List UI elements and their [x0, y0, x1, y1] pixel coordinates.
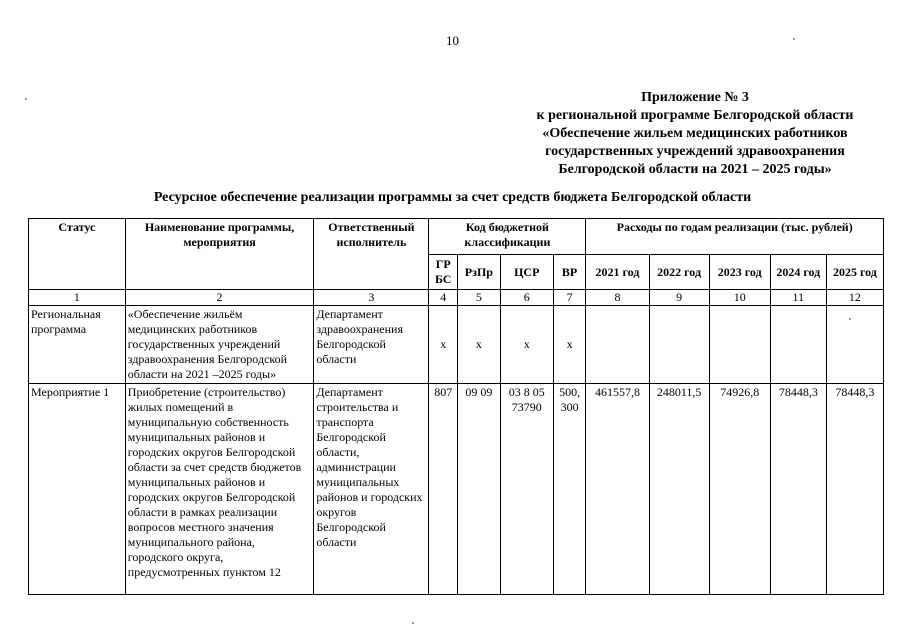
header-budget-code: Код бюджетной классификации [429, 219, 586, 255]
column-number: 5 [457, 290, 500, 306]
row-csr: 03 8 05 73790 [500, 384, 553, 595]
document-title: Ресурсное обеспечение реализации программы за счет средств бюджета Белгородской области [153, 190, 752, 205]
row-2022 [649, 306, 709, 384]
scan-speck [412, 622, 414, 624]
header-grbs: ГР БС [429, 255, 458, 290]
row-2025 [826, 306, 883, 384]
scan-speck [849, 318, 851, 320]
column-number: 4 [429, 290, 458, 306]
row-2024 [770, 306, 826, 384]
row-vr: 500, 300 [553, 384, 586, 595]
row-grbs: х [429, 306, 458, 384]
header-2024: 2024 год [770, 255, 826, 290]
column-number-row [29, 290, 884, 306]
row-2023 [709, 306, 770, 384]
header-vr: ВР [553, 255, 586, 290]
column-number: 1 [29, 290, 126, 306]
row-rzpr: х [457, 306, 500, 384]
column-number: 8 [586, 290, 649, 306]
column-number: 6 [500, 290, 553, 306]
appendix-line: к региональной программе Белгородской области [536, 108, 854, 123]
appendix-line: государственных учреждений здравоохранения [545, 144, 845, 159]
row-grbs: 807 [429, 384, 458, 595]
header-2023: 2023 год [709, 255, 770, 290]
row-executor: Департамент здравоохранения Белгородской области [314, 306, 429, 384]
column-number: 12 [826, 290, 883, 306]
row-name: «Обеспечение жильём медицинских работников государственных учреждений здравоохранения Белгородской области на 2021 –2025 годы» [125, 306, 314, 384]
header-name: Наименование программы, мероприятия [125, 219, 314, 290]
row-2024: 78448,3 [770, 384, 826, 595]
table-row [29, 384, 884, 595]
scan-speck [793, 38, 795, 40]
appendix-line: Приложение № 3 [641, 90, 749, 105]
column-number: 3 [314, 290, 429, 306]
row-rzpr: 09 09 [457, 384, 500, 595]
scan-speck [25, 98, 27, 100]
row-status: Региональная программа [29, 306, 126, 384]
page-number: 10 [446, 33, 459, 48]
row-vr: х [553, 306, 586, 384]
header-rzpr: РзПр [457, 255, 500, 290]
header-row [29, 219, 884, 255]
row-2021 [586, 306, 649, 384]
row-2022: 248011,5 [649, 384, 709, 595]
row-2023: 74926,8 [709, 384, 770, 595]
row-2021: 461557,8 [586, 384, 649, 595]
table-row [29, 306, 884, 384]
appendix-header [480, 89, 905, 179]
row-2025: 78448,3 [826, 384, 883, 595]
column-number: 2 [125, 290, 314, 306]
header-2022: 2022 год [649, 255, 709, 290]
header-2021: 2021 год [586, 255, 649, 290]
header-csr: ЦСР [500, 255, 553, 290]
row-executor: Департамент строительства и транспорта Белгородской области, администрации муниципальных районов и городских округов Белгородской области [314, 384, 429, 595]
resource-table [28, 218, 884, 595]
appendix-line: Белгородской области на 2021 – 2025 годы» [558, 162, 832, 177]
header-2025: 2025 год [826, 255, 883, 290]
appendix-line: «Обеспечение жильем медицинских работников [542, 126, 848, 141]
column-number: 7 [553, 290, 586, 306]
header-executor: Ответственный исполнитель [314, 219, 429, 290]
column-number: 10 [709, 290, 770, 306]
column-number: 9 [649, 290, 709, 306]
header-status: Статус [29, 219, 126, 290]
header-expenses: Расходы по годам реализации (тыс. рублей) [586, 219, 884, 255]
row-status: Мероприятие 1 [29, 384, 126, 595]
row-name: Приобретение (строительство) жилых помещений в муниципальную собственность муниципальных районов и городских округов Белгородской области за счет средств бюджетов муниципальных районов и городских округов Белгородской области в рамках реализации вопросов местного значения муниципального района, городского округа, предусмотренных пунктом 12 [125, 384, 314, 595]
row-csr: х [500, 306, 553, 384]
column-number: 11 [770, 290, 826, 306]
